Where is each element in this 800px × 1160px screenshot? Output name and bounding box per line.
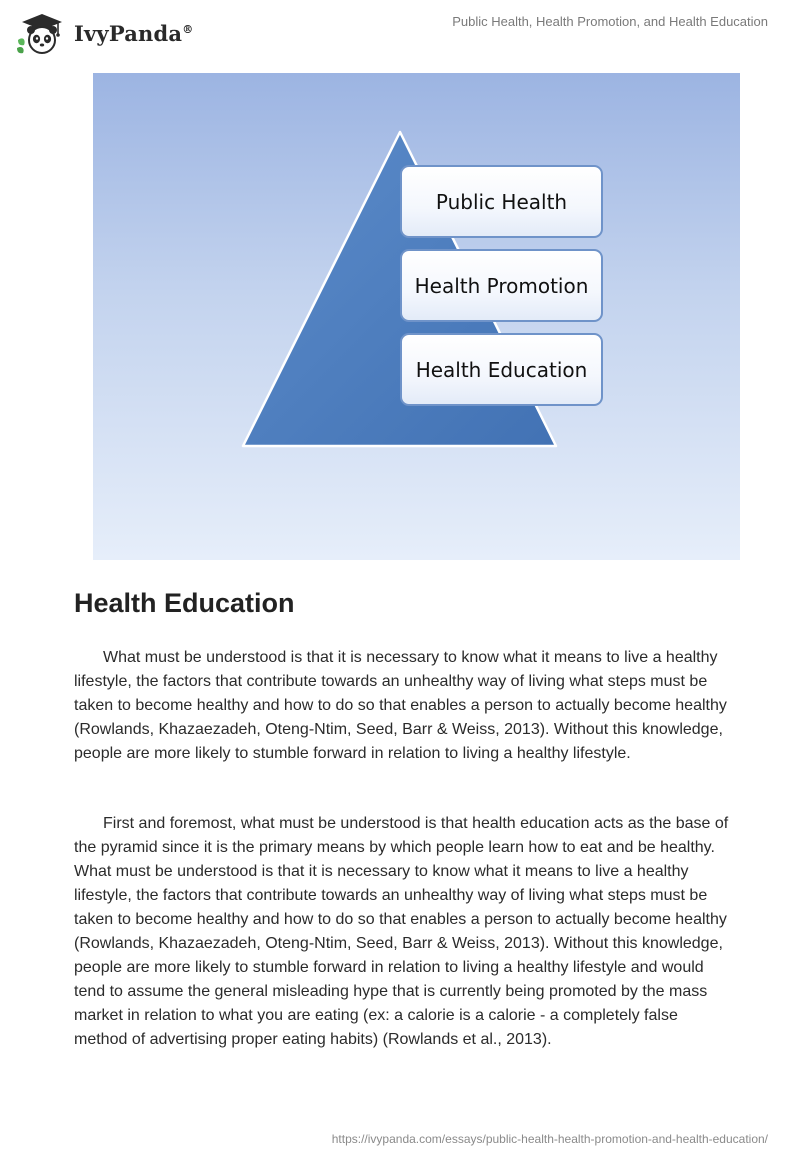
section-heading: Health Education [74,588,295,618]
source-url[interactable]: https://ivypanda.com/essays/public-health-health-promotion-and-health-education/ [331,1132,768,1146]
page-header [0,0,800,60]
running-title: Public Health, Health Promotion, and Health Education [452,14,768,29]
pyramid-figure [93,73,740,560]
ivypanda-logo[interactable] [14,10,193,56]
paragraph-2: First and foremost, what must be understood is that health education acts as the base of the pyramid since it is the primary means by which people learn how to eat and be healthy. What must be understood is that it is necessary to know what it means to live a healthy lifestyle, the factors that contribute towards an unhealthy way of living what steps must be taken to become healthy and how to do so that enables a person to actually become healthy (Rowlands, Khazaezadeh, Oteng-Ntim, Seed, Barr & Weiss, 2013). Without this knowledge, people are more likely to stumble forward in relation to living a healthy lifestyle and would tend to assume the general misleading hype that is currently being promoted by the mass market in relation to what you are eating (ex: a calorie is a calorie - a completely false method of advertising proper eating habits) (Rowlands et al., 2013). [74,815,729,1048]
tier-health-promotion: Health Promotion [400,249,603,322]
brand-name: IvyPanda® [74,20,194,46]
tier-public-health: Public Health [400,165,603,238]
tier-health-education: Health Education [400,333,603,406]
panda-graduate-icon [14,10,66,56]
paragraph-1: What must be understood is that it is necessary to know what it means to live a healthy lifestyle, the factors that contribute towards an unhealthy way of living what steps must be taken to become healthy and how to do so that enables a person to actually become healthy (Rowlands, Khazaezadeh, Oteng-Ntim, Seed, Barr & Weiss, 2013). Without this knowledge, people are more likely to stumble forward in relation to living a healthy lifestyle. [74,649,727,762]
